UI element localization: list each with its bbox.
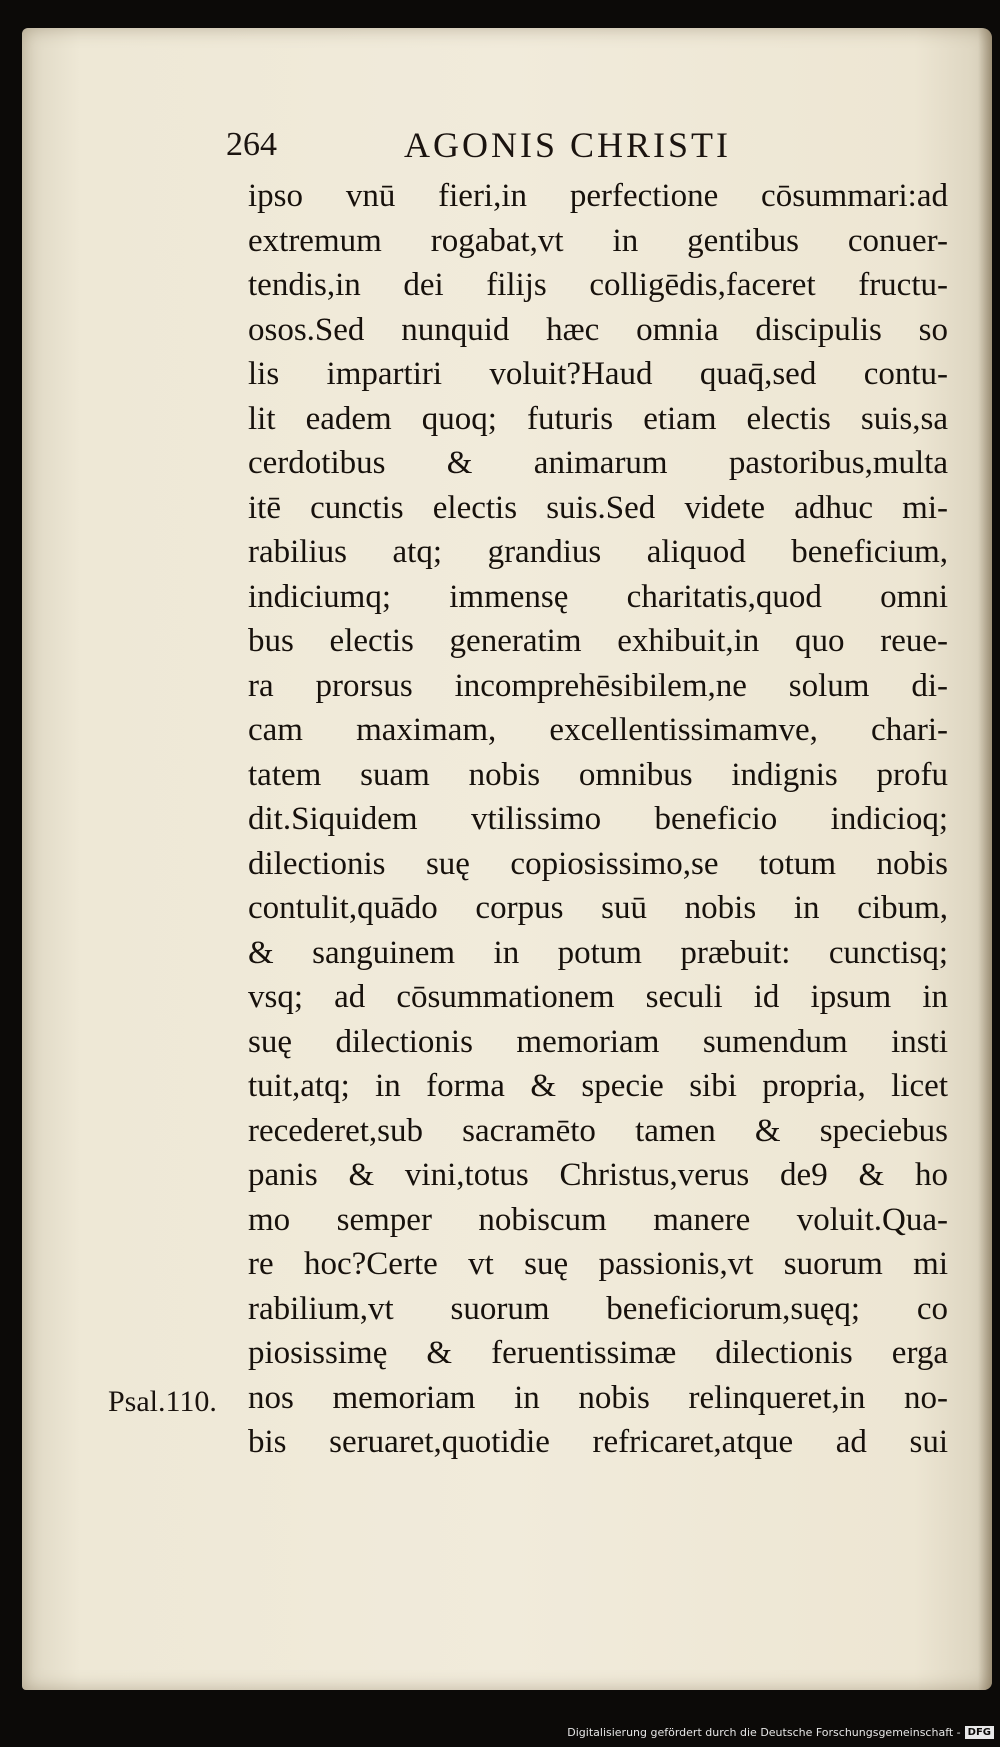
text-line: lis impartiri voluit?Haud quaq̄,sed contu- bbox=[248, 356, 948, 392]
book-page bbox=[22, 28, 992, 1690]
text-line: dit.Siquidem vtilissimo beneficio indicioq; bbox=[248, 801, 948, 837]
credit-text: Digitalisierung gefördert durch die Deutsche Forschungsgemeinschaft - bbox=[567, 1725, 961, 1739]
text-line: cerdotibus & animarum pastoribus,multa bbox=[248, 445, 948, 481]
text-line: nos memoriam in nobis relinqueret,in no- bbox=[248, 1379, 948, 1416]
running-head bbox=[226, 120, 826, 170]
text-line: vsq; ad cōsummationem seculi id ipsum in bbox=[248, 979, 948, 1015]
digitization-credit bbox=[567, 1721, 994, 1743]
page-number: 264 bbox=[226, 126, 277, 163]
text-line: rabilius atq; grandius aliquod beneficium, bbox=[248, 534, 948, 570]
text-line: ipso vnū fieri,in perfectione cōsummari:ad bbox=[248, 178, 948, 214]
text-line: cam maximam, excellentissimamve, chari- bbox=[248, 712, 948, 748]
text-line: tuit,atq; in forma & specie sibi propria, licet bbox=[248, 1068, 948, 1104]
text-line: re hoc?Certe vt suę passionis,vt suorum mi bbox=[248, 1246, 948, 1282]
text-line: recederet,sub sacramēto tamen & speciebus bbox=[248, 1112, 948, 1149]
text-line: indiciumq; immensę charitatis,quod omni bbox=[248, 578, 948, 615]
text-line: tatem suam nobis omnibus indignis profu bbox=[248, 756, 948, 793]
text-line: rabilium,vt suorum beneficiorum,suęq; co bbox=[248, 1290, 948, 1327]
text-line: itē cunctis electis suis.Sed videte adhuc mi- bbox=[248, 489, 948, 526]
text-line: lit eadem quoq; futuris etiam electis suis,sa bbox=[248, 400, 948, 437]
text-line: mo semper nobiscum manere voluit.Qua- bbox=[248, 1201, 948, 1238]
margin-note-psalm: Psal.110. bbox=[108, 1385, 217, 1418]
dfg-logo: DFG bbox=[965, 1726, 994, 1739]
text-line: bus electis generatim exhibuit,in quo reue- bbox=[248, 623, 948, 659]
text-block bbox=[248, 174, 948, 1465]
text-line: extremum rogabat,vt in gentibus conuer- bbox=[248, 222, 948, 259]
text-line: piosissimę & feruentissimæ dilectionis erga bbox=[248, 1335, 948, 1371]
page-edge-shadow bbox=[978, 28, 992, 1690]
text-line: panis & vini,totus Christus,verus de9 & ho bbox=[248, 1157, 948, 1193]
text-line: bis seruaret,quotidie refricaret,atque ad sui bbox=[248, 1424, 948, 1460]
text-line: dilectionis suę copiosissimo,se totum nobis bbox=[248, 845, 948, 882]
text-line: tendis,in dei filijs colligēdis,faceret fructu- bbox=[248, 267, 948, 303]
text-line: osos.Sed nunquid hæc omnia discipulis so bbox=[248, 311, 948, 348]
running-title: AGONIS CHRISTI bbox=[404, 125, 732, 165]
text-line: & sanguinem in potum præbuit: cunctisq; bbox=[248, 934, 948, 971]
text-line: suę dilectionis memoriam sumendum insti bbox=[248, 1023, 948, 1060]
text-line: ra prorsus incomprehēsibilem,ne solum di- bbox=[248, 667, 948, 704]
text-line: contulit,quādo corpus suū nobis in cibum, bbox=[248, 890, 948, 926]
